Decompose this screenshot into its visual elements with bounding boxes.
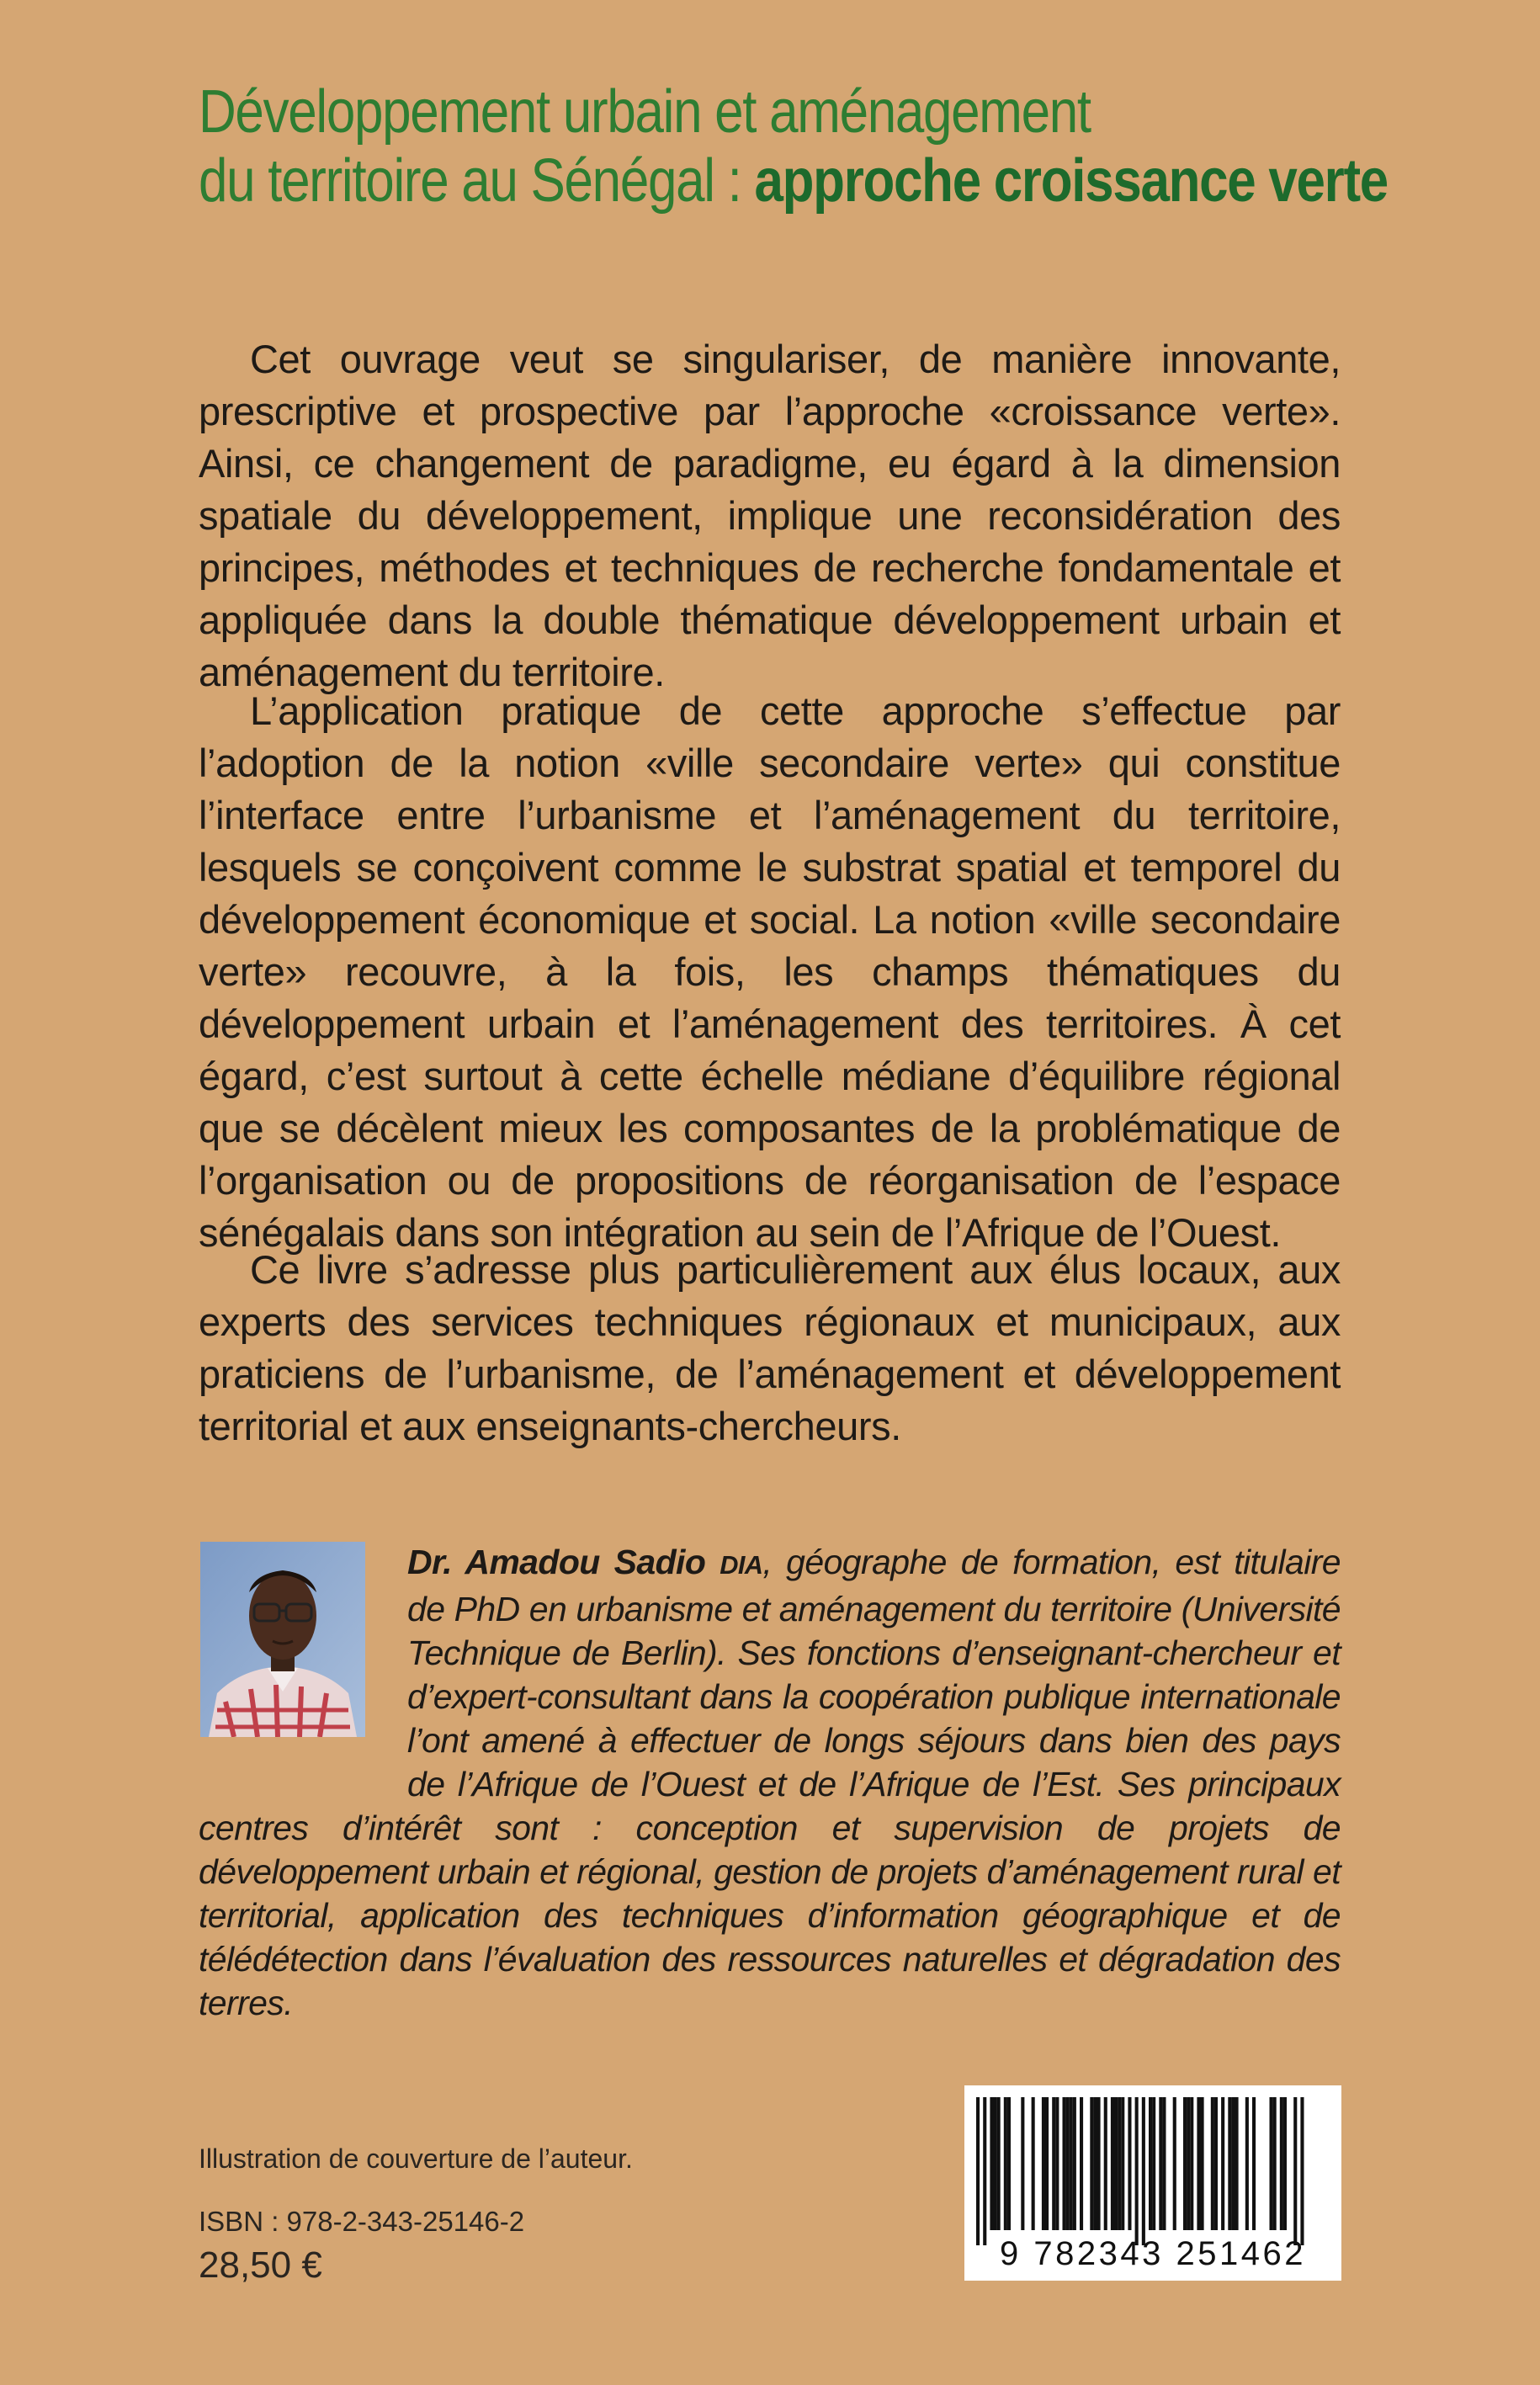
barcode-bar (1300, 2097, 1304, 2245)
title-bold-part: approche croissance verte (754, 147, 1388, 215)
barcode-bar (1066, 2097, 1070, 2230)
barcode-bar (1162, 2097, 1166, 2230)
title-line-2 (199, 146, 1388, 215)
author-name (407, 1543, 762, 1581)
barcode-bar (1211, 2097, 1214, 2230)
barcode-bar (976, 2097, 980, 2245)
title-line-1: Développement urbain et aménagement (199, 78, 1091, 146)
paragraph-1-text: Cet ouvrage veut se singulariser, de manière innovante, prescriptive et prospective par l’approche «croissance verte». Ainsi, ce changement de paradigme, eu égard à la dimension spatiale du développement, implique une reconsidération des principes, méthodes et techniques de recherche fondamentale et appliquée dans la double thématique développement urbain et aménagement du territoire. (199, 337, 1341, 694)
barcode-bar (1055, 2097, 1059, 2230)
barcode-bar (1070, 2097, 1073, 2230)
barcode-bar (1128, 2097, 1131, 2230)
barcode-bar (1173, 2097, 1176, 2230)
isbn: ISBN : 978-2-343-25146-2 (199, 2206, 525, 2237)
barcode-bar (1097, 2097, 1101, 2230)
barcode-bar (1221, 2097, 1224, 2230)
barcode-bar (1063, 2097, 1066, 2230)
barcode-bar (1118, 2097, 1121, 2230)
barcode-bar (1142, 2097, 1145, 2245)
barcode-bar (1235, 2097, 1239, 2230)
barcode-bar (1228, 2097, 1231, 2230)
barcode-bar (1090, 2097, 1093, 2230)
barcode-bar (1104, 2097, 1107, 2230)
barcode-bar (1183, 2097, 1187, 2230)
book-title (199, 77, 1388, 215)
barcode-bar (1121, 2097, 1124, 2230)
barcode-bar (1045, 2097, 1049, 2230)
barcode-bar (1273, 2097, 1277, 2230)
barcode-bar (1080, 2097, 1083, 2230)
barcode-bar (1201, 2097, 1204, 2230)
barcode-bar (1245, 2097, 1249, 2230)
paragraph-2 (199, 685, 1341, 1259)
barcode-bar (1190, 2097, 1193, 2230)
author-photo (200, 1542, 365, 1737)
barcode-bar (1159, 2097, 1162, 2230)
barcode (964, 2085, 1341, 2281)
author-bio-body: , géographe de formation, est titulaire de PhD en urbanisme et aménagement du territoire (Université Technique de Berlin). Ses fonctions d’enseignant-chercheur et d’expert-consultant dans la coopération publique internationale l’ont amené à effectuer de longs séjours dans bien des pays de l’Afrique de l’Ouest et de l’Afrique de l’Est. Ses principaux centres d’intérêt sont : conception et supervision de projets de développement urbain et régional, gestion de projets d’aménagement rural et territorial, application des techniques d’information géographique et de télédétection dans l’évaluation des ressources naturelles et dégradation des terres. (199, 1543, 1341, 2022)
barcode-bar (1052, 2097, 1055, 2230)
barcode-bar (1152, 2097, 1155, 2230)
barcode-bar (1197, 2097, 1200, 2230)
barcode-bar (994, 2097, 997, 2230)
barcode-bar (1270, 2097, 1273, 2230)
paragraph-3-text: Ce livre s’adresse plus particulièrement aux élus locaux, aux experts des services techniques régionaux et municipaux, aux praticiens de l’urbanisme, de l’aménagement et développement territorial et aux enseignants-chercheurs. (199, 1247, 1341, 1448)
barcode-bar (1135, 2097, 1139, 2245)
title-regular-part: du territoire au Sénégal : (199, 147, 755, 215)
barcode-bar (1231, 2097, 1235, 2230)
paragraph-2-text: L’application pratique de cette approche s’effectue par l’adoption de la notion «ville secondaire verte» qui constitue l’interface entre l’urbanisme et l’aménagement du territoire, lesquels se conçoivent comme le substrat spatial et temporel du développement économique et social. La notion «ville secondaire verte» recouvre, à la fois, les champs thématiques du développement urbain et l’aménagement des territoires. À cet égard, c’est surtout à cette échelle médiane d’équilibre régional que se décèlent mieux les composantes de la problématique de l’organisation ou de propositions de réorganisation de l’espace sénégalais dans son intégration au sein de l’Afrique de l’Ouest. (199, 688, 1341, 1255)
price: 28,50 € (199, 2244, 322, 2286)
paragraph-3 (199, 1244, 1341, 1453)
barcode-bar (1004, 2097, 1007, 2230)
barcode-bar (1111, 2097, 1114, 2230)
author-portrait-image (200, 1542, 365, 1737)
author-bio (199, 1540, 1341, 2025)
barcode-bar (1007, 2097, 1011, 2230)
author-surname: DIA (720, 1550, 763, 1580)
barcode-bar (997, 2097, 1001, 2230)
barcode-bar (1214, 2097, 1218, 2230)
barcode-digits: 9 782343 251462 (1000, 2235, 1306, 2272)
barcode-bar (1149, 2097, 1152, 2230)
illustration-credit: Illustration de couverture de l’auteur. (199, 2143, 633, 2174)
barcode-bar (1252, 2097, 1256, 2230)
barcode-bar (1283, 2097, 1287, 2230)
barcode-bar (1293, 2097, 1297, 2245)
barcode-bar (1032, 2097, 1035, 2230)
barcode-bar (1280, 2097, 1283, 2230)
barcode-bar (1021, 2097, 1024, 2230)
barcode-bar (1093, 2097, 1097, 2230)
barcode-bar (1073, 2097, 1076, 2230)
barcode-bar (1114, 2097, 1118, 2230)
author-first-name: Dr. Amadou Sadio (407, 1543, 720, 1581)
barcode-bar (1187, 2097, 1190, 2230)
barcode-bar (1042, 2097, 1045, 2230)
barcode-bar (990, 2097, 993, 2230)
paragraph-1 (199, 333, 1341, 699)
barcode-bar (983, 2097, 986, 2245)
